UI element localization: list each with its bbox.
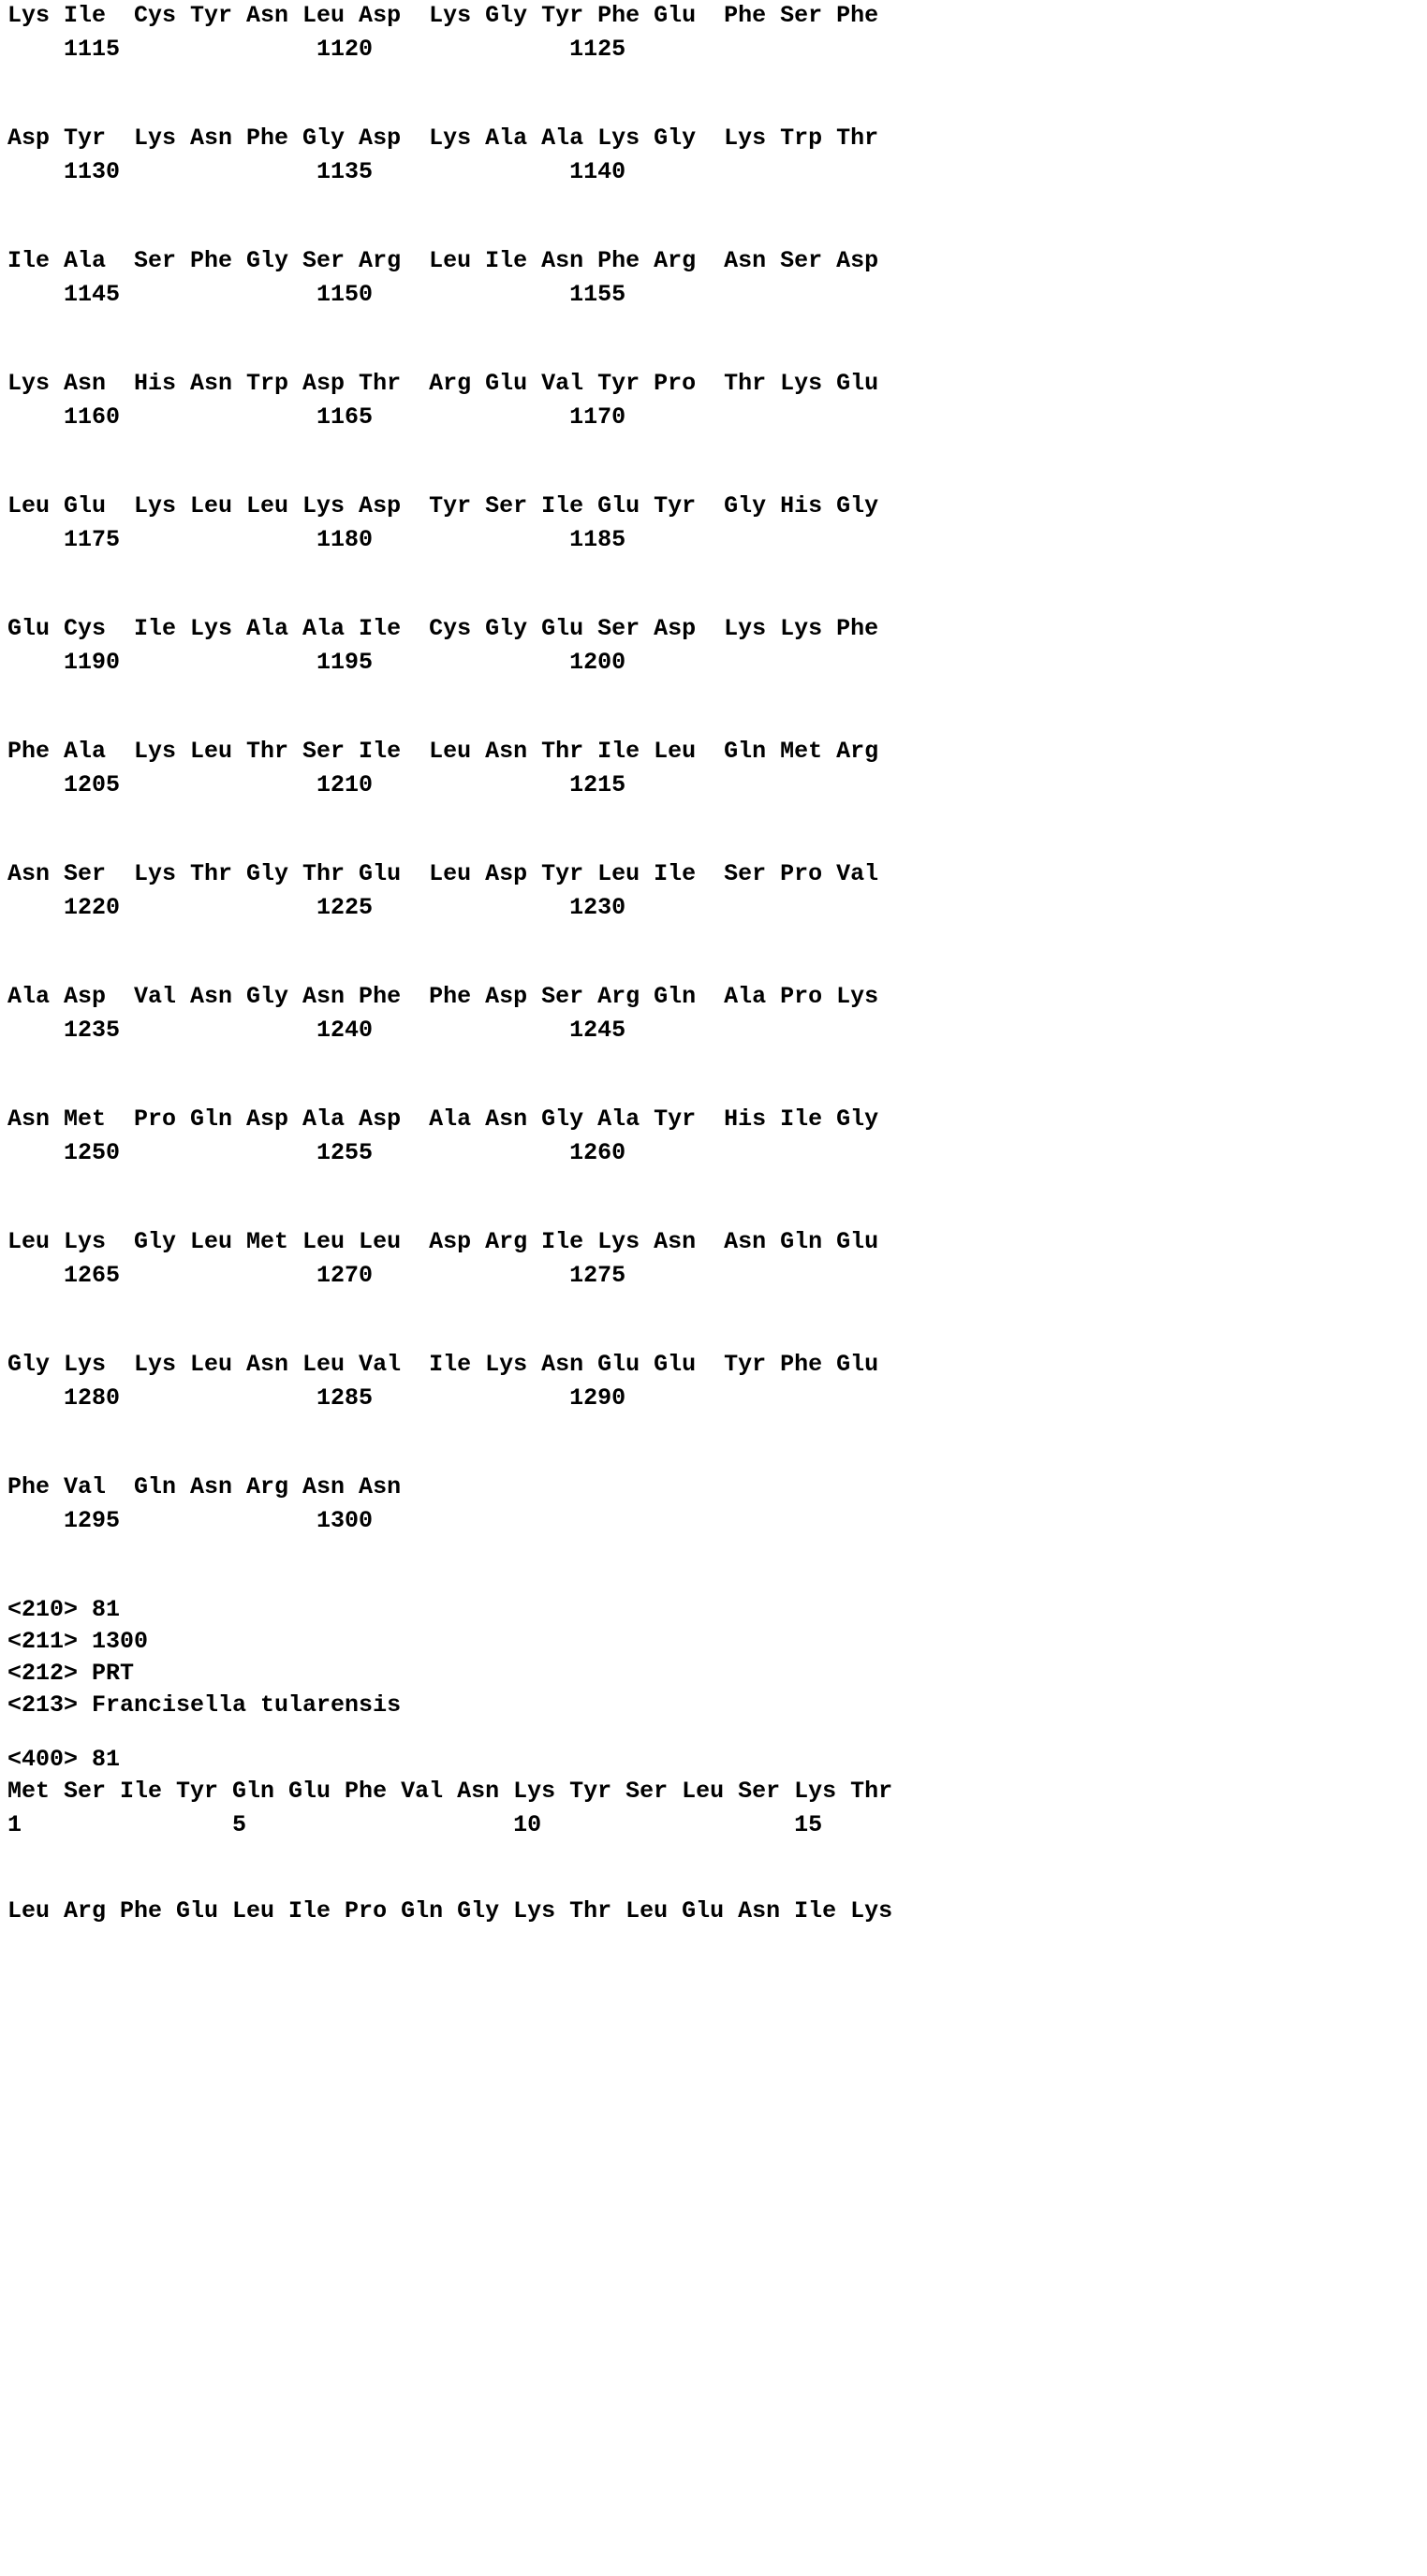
- residue-line: Phe Val Gln Asn Arg Asn Asn: [7, 1473, 402, 1500]
- tag-211-line: <211> 1300: [7, 1628, 149, 1655]
- residue-line: Ile Ala Ser Phe Gly Ser Arg Leu Ile Asn Phe Arg Asn Ser Asp: [7, 247, 879, 274]
- sequence-block: [7, 736, 1412, 801]
- sequence-block: [7, 1349, 1412, 1414]
- residue-line: Phe Ala Lys Leu Thr Ser Ile Leu Asn Thr Ile Leu Gln Met Arg: [7, 738, 879, 765]
- sequence-block: [7, 1471, 1412, 1537]
- residue-number-line: 1 5 10 15: [7, 1811, 823, 1838]
- residue-line: Leu Glu Lys Leu Leu Lys Asp Tyr Ser Ile Glu Tyr Gly His Gly: [7, 492, 879, 520]
- sequence-block: [7, 1104, 1412, 1169]
- residue-line: Ala Asp Val Asn Gly Asn Phe Phe Asp Ser Arg Gln Ala Pro Lys: [7, 983, 879, 1010]
- sequence-tag-block: [7, 1594, 1412, 1721]
- sequence-block: [7, 245, 1412, 311]
- sequence-block: [7, 123, 1412, 188]
- residue-number-line: 1160 1165 1170: [7, 403, 626, 431]
- sequence-header-block: [7, 1744, 1412, 1841]
- sequence-block: [7, 981, 1412, 1046]
- spacer: [7, 1841, 1412, 1895]
- sequence-block: [7, 368, 1412, 433]
- residue-line: Lys Asn His Asn Trp Asp Thr Arg Glu Val Tyr Pro Thr Lys Glu: [7, 370, 879, 397]
- residue-line: Asp Tyr Lys Asn Phe Gly Asp Lys Ala Ala Lys Gly Lys Trp Thr: [7, 124, 879, 152]
- residue-number-line: 1130 1135 1140: [7, 158, 626, 185]
- residue-line: Leu Lys Gly Leu Met Leu Leu Asp Arg Ile Lys Asn Asn Gln Glu: [7, 1228, 879, 1255]
- tag-210-line: <210> 81: [7, 1596, 121, 1623]
- residue-number-line: 1265 1270 1275: [7, 1262, 626, 1289]
- residue-line: Leu Arg Phe Glu Leu Ile Pro Gln Gly Lys Thr Leu Glu Asn Ile Lys: [7, 1897, 893, 1925]
- residue-number-line: 1295 1300: [7, 1507, 374, 1534]
- sequence-block: [7, 1226, 1412, 1292]
- residue-number-line: 1175 1180 1185: [7, 526, 626, 553]
- sequence-block: [7, 0, 1412, 66]
- residue-line: Met Ser Ile Tyr Gln Glu Phe Val Asn Lys Tyr Ser Leu Ser Lys Thr: [7, 1778, 893, 1805]
- sequence-block: [7, 490, 1412, 556]
- residue-number-line: 1190 1195 1200: [7, 649, 626, 676]
- residue-line: Gly Lys Lys Leu Asn Leu Val Ile Lys Asn Glu Glu Tyr Phe Glu: [7, 1351, 879, 1378]
- sequence-block: [7, 1895, 1412, 1927]
- residue-number-line: 1235 1240 1245: [7, 1017, 626, 1044]
- residue-line: Glu Cys Ile Lys Ala Ala Ile Cys Gly Glu Ser Asp Lys Lys Phe: [7, 615, 879, 642]
- residue-number-line: 1220 1225 1230: [7, 894, 626, 921]
- sequence-block: [7, 858, 1412, 924]
- residue-line: Asn Ser Lys Thr Gly Thr Glu Leu Asp Tyr Leu Ile Ser Pro Val: [7, 860, 879, 887]
- sequence-block: [7, 613, 1412, 679]
- sequence-listing-content: [7, 0, 1412, 1927]
- tag-213-line: <213> Francisella tularensis: [7, 1691, 402, 1719]
- tag-400-line: <400> 81: [7, 1746, 121, 1773]
- residue-number-line: 1115 1120 1125: [7, 36, 626, 63]
- residue-number-line: 1280 1285 1290: [7, 1384, 626, 1412]
- residue-line: Asn Met Pro Gln Asp Ala Asp Ala Asn Gly Ala Tyr His Ile Gly: [7, 1105, 879, 1133]
- residue-number-line: 1145 1150 1155: [7, 281, 626, 308]
- residue-number-line: 1205 1210 1215: [7, 771, 626, 798]
- residue-number-line: 1250 1255 1260: [7, 1139, 626, 1166]
- spacer: [7, 1721, 1412, 1744]
- tag-212-line: <212> PRT: [7, 1660, 135, 1687]
- residue-line: Lys Ile Cys Tyr Asn Leu Asp Lys Gly Tyr Phe Glu Phe Ser Phe: [7, 2, 879, 29]
